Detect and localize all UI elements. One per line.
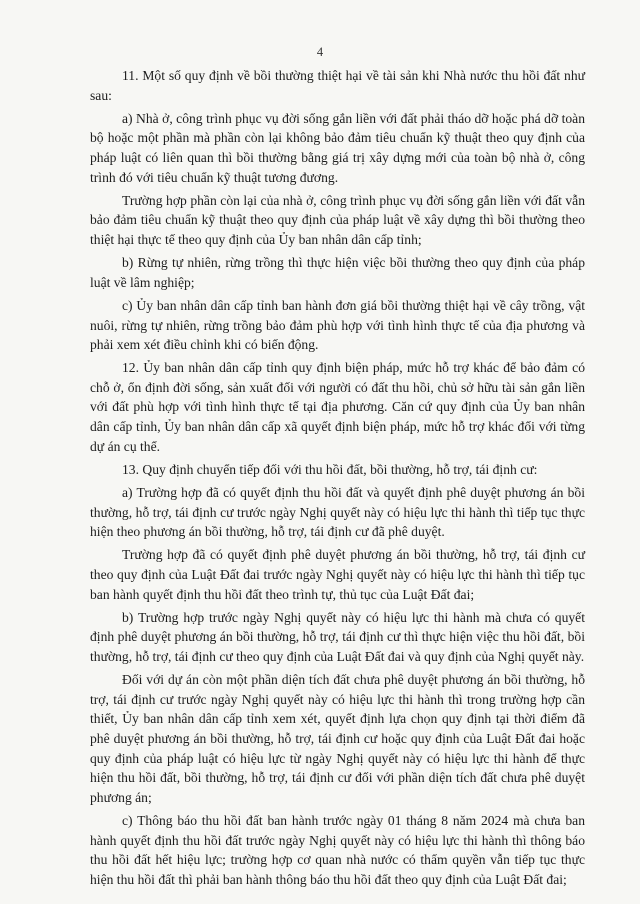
- paragraph-12: 12. Ủy ban nhân dân cấp tỉnh quy định biện pháp, mức hỗ trợ khác để bảo đảm có chỗ ở, ổn định đời sống, sản xuất đối với người có đất thu hồi, chủ sở hữu tài sản gắn liền với đất phù hợp với tình hình thực tế tại địa phương. Căn cứ quy định của Ủy ban nhân dân cấp tỉnh, Ủy ban nhân dân cấp xã quyết định biện pháp, mức hỗ trợ khác đối với từng dự án cụ thể.: [90, 360, 585, 454]
- paragraph-13b: b) Trường hợp trước ngày Nghị quyết này có hiệu lực thi hành mà chưa có quyết định phê duyệt phương án bồi thường, hỗ trợ, tái định cư thì thực hiện việc thu hồi đất, bồi thường, hỗ trợ, tái định cư theo quy định của Luật Đất đai và quy định của Nghị quyết này.: [90, 609, 585, 664]
- paragraph-11c: c) Ủy ban nhân dân cấp tỉnh ban hành đơn giá bồi thường thiệt hại về cây trồng, vật nuôi, rừng tự nhiên, rừng trồng bảo đảm phù hợp với tình hình thực tế của địa phương và phải xem xét điều chỉnh khi có biến động.: [90, 297, 585, 353]
- paragraph-13b-cont: Đối với dự án còn một phần diện tích đất chưa phê duyệt phương án bồi thường, hỗ trợ, tái định cư trước ngày Nghị quyết này có hiệu lực thi hành thì trong trường hợp cần thiết, Ủy ban nhân dân cấp tỉnh xem xét, quyết định lựa chọn quy định tại thời điểm đã phê duyệt phương án bồi thường, hỗ trợ, tái định cư hoặc quy định của Luật Đất đai hoặc quy định của pháp luật có hiệu lực từ ngày Nghị quyết này có hiệu lực thi hành để thực hiện thu hồi đất, bồi thường, hỗ trợ, tái định cư đối với phần diện tích đất chưa phê duyệt phương án;: [90, 672, 585, 805]
- paragraph-13a-cont: Trường hợp đã có quyết định phê duyệt phương án bồi thường, hỗ trợ, tái định cư theo quy định của Luật Đất đai trước ngày Nghị quyết này có hiệu lực thi hành thì tiếp tục ban hành quyết định thu hồi đất theo trình tự, thủ tục của Luật Đất đai;: [90, 547, 585, 602]
- paragraph-11: 11. Một số quy định về bồi thường thiệt hại về tài sản khi Nhà nước thu hồi đất như sau:: [90, 68, 585, 103]
- paragraph-11a-cont: Trường hợp phần còn lại của nhà ở, công trình phục vụ đời sống gắn liền với đất vẫn bảo đảm tiêu chuẩn kỹ thuật theo quy định của pháp luật về xây dựng thì bồi thường theo thiệt hại thực tế theo quy định của Ủy ban nhân dân cấp tỉnh;: [90, 192, 585, 247]
- paragraph-13c: c) Thông báo thu hồi đất ban hành trước ngày 01 tháng 8 năm 2024 mà chưa ban hành quyết định thu hồi đất trước ngày Nghị quyết này có hiệu lực thi hành thì thông báo thu hồi đất hết hiệu lực; trường hợp cơ quan nhà nước có thẩm quyền vẫn tiếp tục thực hiện thu hồi đất thì phải ban hành thông báo thu hồi đất theo quy định của Luật Đất đai;: [90, 812, 585, 887]
- page-number: 4: [316, 45, 324, 59]
- paragraph-11b: b) Rừng tự nhiên, rừng trồng thì thực hiện việc bồi thường theo quy định của pháp luật về lâm nghiệp;: [90, 255, 585, 290]
- paragraph-13: 13. Quy định chuyển tiếp đối với thu hồi đất, bồi thường, hỗ trợ, tái định cư:: [122, 461, 538, 477]
- paragraph-13a: a) Trường hợp đã có quyết định thu hồi đất và quyết định phê duyệt phương án bồi thường, hỗ trợ, tái định cư trước ngày Nghị quyết này có hiệu lực thi hành thì tiếp tục thực hiện theo phương án bồi thường, hỗ trợ, tái định cư đã phê duyệt.: [90, 485, 585, 540]
- document-body: [90, 66, 585, 893]
- paragraph-11a: a) Nhà ở, công trình phục vụ đời sống gắn liền với đất phải tháo dỡ hoặc phá dỡ toàn bộ hoặc một phần mà phần còn lại không bảo đảm tiêu chuẩn kỹ thuật theo quy định của pháp luật có liên quan thì bồi thường bằng giá trị xây dựng mới của toàn bộ nhà ở, công trình đó với tiêu chuẩn kỹ thuật tương đương.: [90, 110, 585, 185]
